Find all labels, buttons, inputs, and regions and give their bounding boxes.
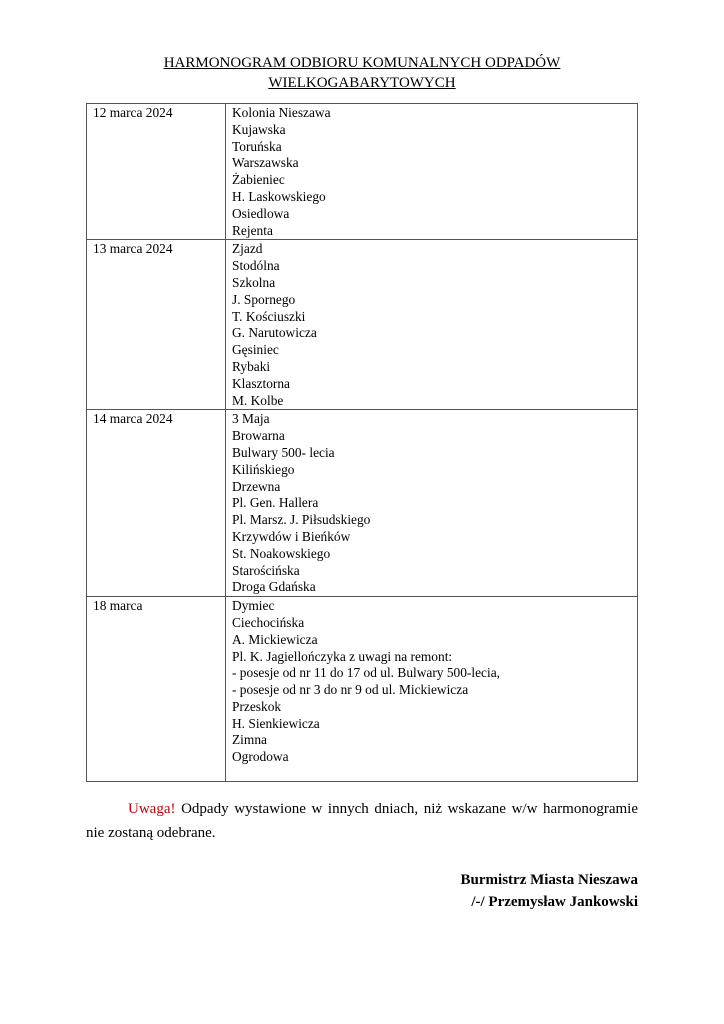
signature-name: /-/ Przemysław Jankowski [471,894,638,910]
street-name: Rybaki [232,358,271,374]
street-name: Kolonia Nieszawa [232,105,331,120]
street-name: - posesje od nr 3 do nr 9 od ul. Mickiewicza [232,682,469,698]
street-name: Zimna [232,732,267,748]
schedule-row [87,597,638,782]
signature-title: Burmistrz Miasta Nieszawa [460,872,638,888]
street-name: Gęsiniec [232,342,279,358]
street-name: Ciechocińska [232,614,305,630]
street-list [226,410,638,597]
street-name: Bulwary 500- lecia [232,444,335,460]
street-name: H. Laskowskiego [232,188,326,204]
street-name: Żabieniec [232,172,285,188]
street-name: Pl. K. Jagiellończyka z uwagi na remont: [232,648,453,664]
pickup-date: 18 marca [87,597,226,782]
street-name: St. Noakowskiego [232,545,331,561]
warning-label: Uwaga! [128,801,176,817]
street-name: Krzywdów i Bieńków [232,528,351,544]
street-name: T. Kościuszki [232,308,306,324]
warning-note [86,797,638,845]
schedule-table-body [87,104,638,782]
street-name: Dymiec [232,598,275,614]
schedule-row [87,104,638,240]
street-name: H. Sienkiewicza [232,715,320,731]
street-name: Klasztorna [232,375,291,391]
street-list [226,240,638,410]
title-line-2: WIELKOGABARYTOWYCH [268,75,456,91]
street-name: Osiedlowa [232,205,290,221]
street-name: Szkolna [232,274,276,290]
signature-block [461,869,638,913]
street-name: Toruńska [232,138,282,154]
schedule-table [86,103,638,782]
street-name: Zjazd [232,241,263,257]
street-list [226,104,638,240]
street-name: Rejenta [232,222,273,238]
street-name: A. Mickiewicza [232,631,318,647]
street-name: Drzewna [232,478,281,494]
street-name: Przeskok [232,698,282,714]
street-name: J. Spornego [232,291,296,307]
street-name: 3 Maja [232,411,270,427]
street-name: G. Narutowicza [232,325,317,341]
street-name: Browarna [232,428,285,444]
title-line-1: HARMONOGRAM ODBIORU KOMUNALNYCH ODPADÓW [163,55,561,71]
schedule-row [87,240,638,410]
warning-text: Odpady wystawione w innych dniach, niż wskazane w/w harmonogramie nie zostaną odebrane. [86,801,638,841]
street-name: - posesje od nr 11 do 17 od ul. Bulwary 500-lecia, [232,665,501,681]
pickup-date: 13 marca 2024 [87,240,226,410]
street-name: Warszawska [232,155,299,171]
pickup-date: 12 marca 2024 [87,104,226,240]
schedule-row [87,410,638,597]
street-name: Pl. Marsz. J. Piłsudskiego [232,512,371,528]
street-name: Pl. Gen. Hallera [232,495,319,511]
document-title [86,53,638,93]
street-name: M. Kolbe [232,392,284,408]
street-name: Droga Gdańska [232,579,316,595]
street-name: Stodólna [232,258,280,274]
street-name: Kilińskiego [232,461,295,477]
street-name: Ogrodowa [232,749,289,765]
pickup-date: 14 marca 2024 [87,410,226,597]
street-name: Kujawska [232,121,286,137]
street-list [226,597,638,782]
street-name: Starościńska [232,562,300,578]
